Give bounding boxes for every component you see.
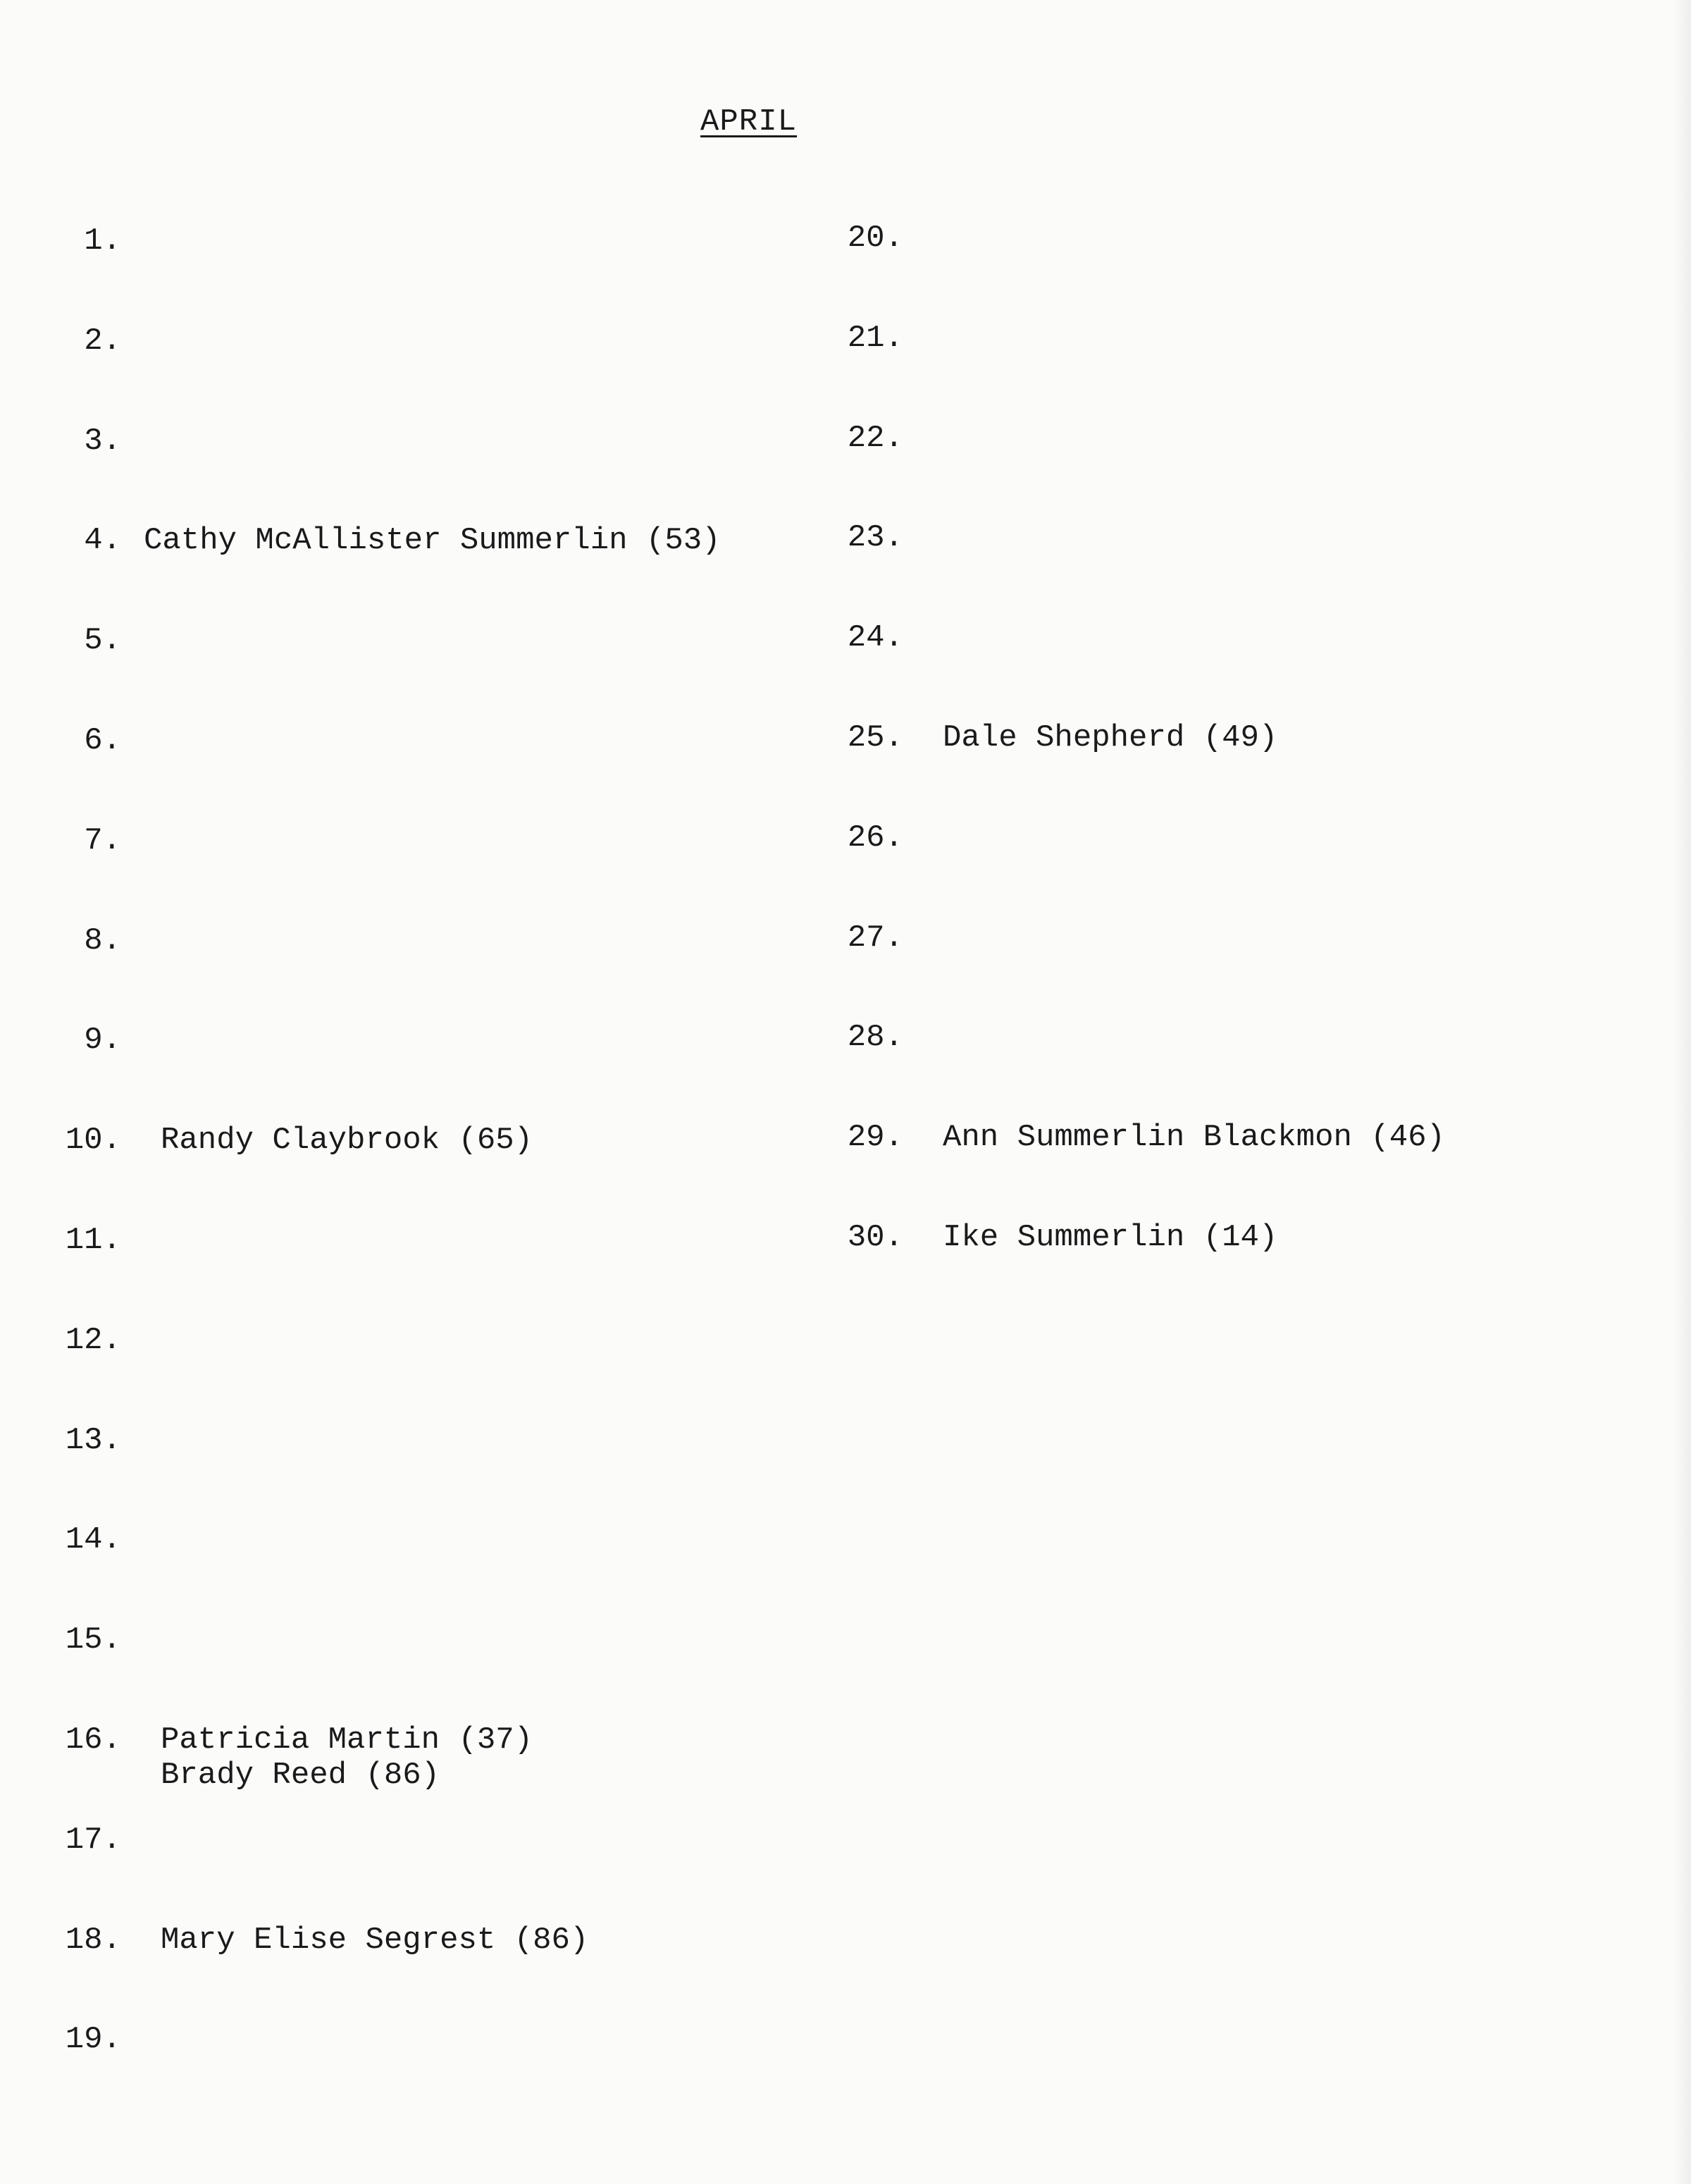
day-number: 19. (65, 2022, 121, 2058)
day-names (943, 1220, 1277, 1255)
day-number: 29. (847, 1120, 903, 1156)
day-number: 10. (65, 1123, 121, 1159)
day-number: 6. (84, 723, 121, 758)
day-names (144, 523, 721, 558)
day-number: 20. (847, 221, 903, 256)
day-entry (847, 1220, 1278, 1255)
day-number: 17. (65, 1822, 121, 1858)
day-number: 24. (847, 620, 903, 656)
day-number: 25. (847, 720, 903, 755)
person-name: Ike Summerlin (14) (943, 1220, 1278, 1255)
person-name: Brady Reed (86) (161, 1758, 440, 1793)
day-number: 5. (84, 623, 121, 659)
day-entry (65, 1922, 589, 1958)
day-number: 11. (65, 1223, 121, 1258)
day-number: 28. (847, 1020, 903, 1056)
day-number: 4. (84, 523, 121, 559)
day-number: 15. (65, 1622, 121, 1658)
day-entry (847, 720, 1278, 755)
day-number: 27. (847, 920, 903, 956)
person-name: Cathy McAllister Summerlin (53) (144, 523, 721, 559)
page-title: APRIL (700, 104, 798, 140)
person-name: Randy Claybrook (65) (161, 1123, 533, 1159)
person-name: Mary Elise Segrest (86) (161, 1922, 589, 1958)
day-names (161, 1123, 533, 1158)
day-entry (84, 523, 721, 559)
page-edge-shadow (1674, 0, 1691, 2184)
day-names (161, 1722, 533, 1793)
day-entry (847, 1120, 1445, 1156)
person-name: Ann Summerlin Blackmon (46) (943, 1120, 1445, 1156)
day-number: 1. (84, 223, 121, 259)
day-number: 8. (84, 923, 121, 958)
day-number: 9. (84, 1023, 121, 1059)
day-entry (65, 1722, 533, 1793)
day-names (943, 720, 1277, 755)
day-entry (65, 1123, 533, 1159)
day-names (161, 1923, 588, 1958)
day-number: 2. (84, 323, 121, 359)
day-number: 16. (65, 1722, 121, 1758)
day-number: 12. (65, 1322, 121, 1358)
day-number: 22. (847, 420, 903, 456)
person-name: Dale Shepherd (49) (943, 720, 1278, 755)
day-number: 23. (847, 520, 903, 556)
day-number: 26. (847, 820, 903, 856)
day-number: 3. (84, 423, 121, 459)
person-name: Patricia Martin (37) (161, 1722, 533, 1758)
day-number: 30. (847, 1220, 903, 1255)
day-number: 21. (847, 320, 903, 356)
day-number: 7. (84, 822, 121, 858)
day-number: 18. (65, 1922, 121, 1958)
day-number: 13. (65, 1422, 121, 1458)
day-number: 14. (65, 1522, 121, 1558)
day-names (943, 1120, 1445, 1155)
